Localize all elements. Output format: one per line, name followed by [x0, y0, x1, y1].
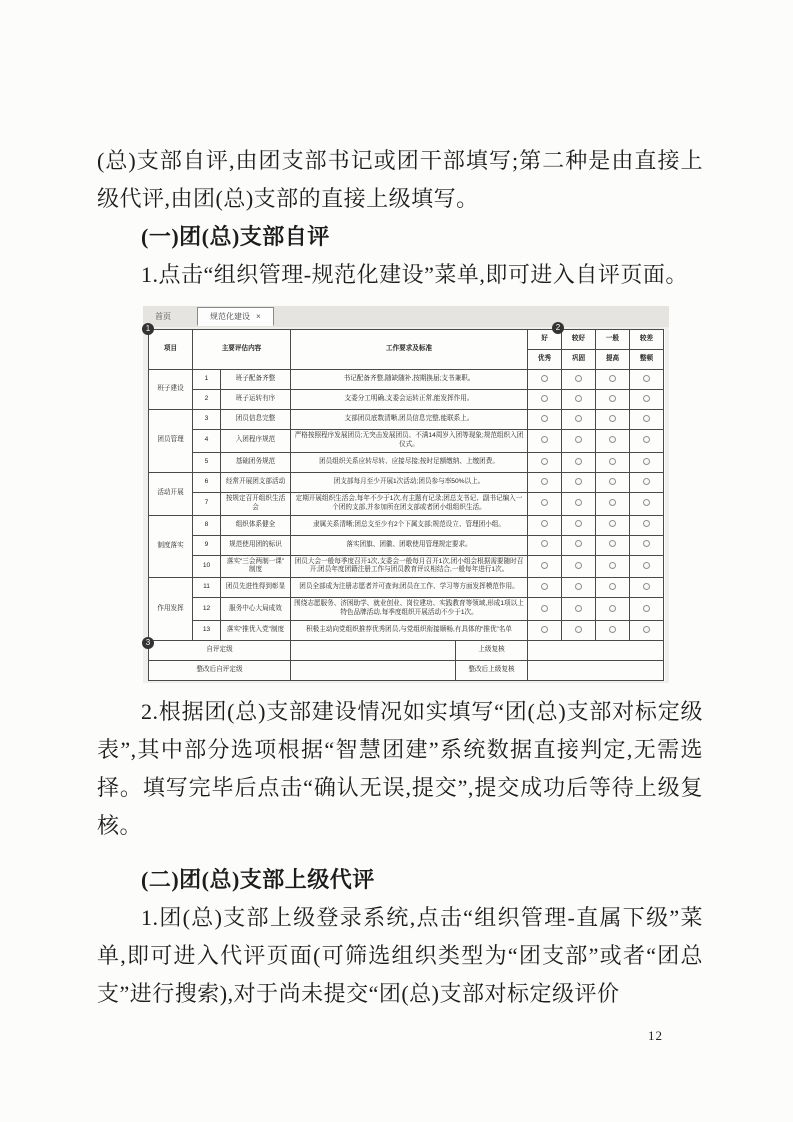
table-row [149, 472, 664, 492]
table-row [149, 621, 664, 641]
radio-icon [541, 583, 548, 590]
radio-icon [541, 395, 548, 402]
category-cell: 团员管理 [149, 410, 193, 473]
radio-icon [643, 562, 650, 569]
radio-icon [575, 562, 582, 569]
radio-icon [575, 605, 582, 612]
radio-icon [541, 626, 548, 633]
row-standard: 定期开展组织生活会,每年不少于1次,有主题有记录;团总支书记、副书记编入一个团的支部,并参加所在团支部或者团小组组织生活。 [291, 492, 528, 515]
footer-row-self [149, 641, 664, 661]
radio-icon [575, 626, 582, 633]
radio-icon [541, 458, 548, 465]
radio-icon [575, 583, 582, 590]
footer-row-rectified [149, 661, 664, 681]
row-item: 组织体系健全 [221, 515, 291, 535]
radio-icon [575, 499, 582, 506]
radio-icon [609, 520, 616, 527]
row-no: 4 [193, 430, 221, 453]
row-standard: 隶属关系清晰;团总支至少有2个下属支部;规范设立、管理团小组。 [291, 515, 528, 535]
radio-icon [609, 478, 616, 485]
col-content: 主要评估内容 [193, 330, 291, 370]
row-standard: 积极主动向党组织推荐优秀团员,与党组织衔接顺畅,有具体的“推优”名单 [291, 621, 528, 641]
radio-icon [541, 540, 548, 547]
table-row [149, 598, 664, 621]
rectified-self-rating-label: 整改后自评定级 [149, 661, 291, 681]
radio-icon [609, 395, 616, 402]
col-grade-average: 一般 [596, 330, 630, 350]
row-standard: 团员大会一般每季度召开1次,支委会一般每月召开1次,团小组会根据需要随时召开;团员年度团籍注册工作与团员教育评议相结合,一般每年进行1次。 [291, 555, 528, 578]
table-row [149, 410, 664, 430]
col-action-rectify: 整顿 [630, 350, 664, 370]
row-item: 经常开展团支部活动 [221, 472, 291, 492]
screenshot-tabbar [143, 306, 669, 327]
radio-icon [575, 540, 582, 547]
rectified-superior-review-value [528, 661, 664, 681]
col-action-improve: 提高 [596, 350, 630, 370]
radio-icon [541, 499, 548, 506]
step2-paragraph: 2.根据团(总)支部建设情况如实填写“团(总)支部对标定级表”,其中部分选项根据“智慧团建”系统数据直接判定,无需选择。填写完毕后点击“确认无误,提交”,提交成功后等待上级复核。 [97, 699, 703, 839]
row-item: 团员先进性得到彰显 [221, 578, 291, 598]
tab-standardization-label: 规范化建设 [210, 312, 250, 321]
category-cell: 活动开展 [149, 472, 193, 515]
text-column [97, 142, 703, 1013]
rectified-self-rating-value [291, 661, 456, 681]
radio-icon [643, 478, 650, 485]
row-item: 规范使用团的标识 [221, 535, 291, 555]
radio-icon [643, 458, 650, 465]
section-heading-1: (一)团(总)支部自评 [141, 224, 330, 249]
table-row [149, 390, 664, 410]
row-standard: 团支部每月至少开展1次活动;团员参与率50%以上。 [291, 472, 528, 492]
category-cell: 制度落实 [149, 515, 193, 578]
radio-icon [643, 540, 650, 547]
table-row [149, 555, 664, 578]
col-action-consolidate: 巩固 [562, 350, 596, 370]
row-no: 3 [193, 410, 221, 430]
row-item: 按规定召开组织生活会 [221, 492, 291, 515]
row-no: 11 [193, 578, 221, 598]
row-no: 1 [193, 370, 221, 390]
col-grade-fair: 较好 [562, 330, 596, 350]
radio-icon [643, 520, 650, 527]
row-standard: 团员全部成为注册志愿者并可查询;团员在工作、学习等方面发挥模范作用。 [291, 578, 528, 598]
row-item: 入团程序规范 [221, 430, 291, 453]
radio-icon [609, 605, 616, 612]
col-grade-poor: 较差 [630, 330, 664, 350]
table-row [149, 452, 664, 472]
row-standard: 支部团员底数清晰,团员信息完整,能联系上。 [291, 410, 528, 430]
row-standard: 团员组织关系应转尽转、应接尽接;按时足额缴纳、上缴团费。 [291, 452, 528, 472]
row-standard: 落实团旗、团徽、团歌使用管理规定要求。 [291, 535, 528, 555]
row-standard: 支委分工明确,支委会运转正常,能发挥作用。 [291, 390, 528, 410]
col-project: 项目 [149, 330, 193, 370]
radio-icon [575, 478, 582, 485]
table-row [149, 430, 664, 453]
step3-paragraph: 1.团(总)支部上级登录系统,点击“组织管理-直属下级”菜单,即可进入代评页面(可筛选组织类型为“团支部”或者“团总支”进行搜索),对于尚未提交“团(总)支部对标定级评价 [97, 905, 703, 1007]
row-no: 5 [193, 452, 221, 472]
row-item: 班子配备齐整 [221, 370, 291, 390]
radio-icon [609, 562, 616, 569]
table-header-row-1 [149, 330, 664, 350]
embedded-screenshot [143, 306, 669, 683]
row-item: 班子运转有序 [221, 390, 291, 410]
row-no: 12 [193, 598, 221, 621]
rating-table-wrap [145, 323, 665, 681]
radio-icon [643, 626, 650, 633]
row-standard: 严格按照程序发展团员;无突击发展团员、不满14周岁入团等现象;规范组织入团仪式。 [291, 430, 528, 453]
row-item: 团员信息完整 [221, 410, 291, 430]
radio-icon [643, 583, 650, 590]
table-row [149, 535, 664, 555]
radio-icon [609, 415, 616, 422]
radio-icon [643, 499, 650, 506]
radio-icon [643, 605, 650, 612]
radio-icon [643, 415, 650, 422]
row-no: 8 [193, 515, 221, 535]
rectified-superior-review-label: 整改后上级复核 [456, 661, 528, 681]
rating-table [148, 329, 664, 681]
callout-badge-2: 2 [552, 322, 564, 334]
table-row [149, 492, 664, 515]
radio-icon [643, 375, 650, 382]
tab-standardization [197, 307, 274, 326]
radio-icon [575, 458, 582, 465]
radio-icon [541, 436, 548, 443]
col-action-excellent: 优秀 [528, 350, 562, 370]
radio-icon [541, 478, 548, 485]
category-cell: 班子建设 [149, 370, 193, 410]
row-item: 基础团务规范 [221, 452, 291, 472]
table-row [149, 515, 664, 535]
self-rating-value [291, 641, 456, 661]
category-cell: 作用发挥 [149, 578, 193, 641]
radio-icon [575, 520, 582, 527]
close-icon: × [256, 311, 261, 321]
radio-icon [541, 415, 548, 422]
radio-icon [575, 375, 582, 382]
table-row [149, 578, 664, 598]
row-no: 10 [193, 555, 221, 578]
callout-badge-1: 1 [142, 323, 154, 335]
radio-icon [575, 395, 582, 402]
radio-icon [609, 626, 616, 633]
row-item: 落实“三会两制一课”制度 [221, 555, 291, 578]
radio-icon [575, 415, 582, 422]
row-no: 13 [193, 621, 221, 641]
intro-paragraph: (总)支部自评,由团支部书记或团干部填写;第二种是由直接上级代评,由团(总)支部的直接上级填写。 [97, 148, 703, 211]
radio-icon [541, 520, 548, 527]
callout-badge-3: 3 [142, 637, 154, 649]
row-standard: 书记配备齐整,随缺随补,按期换届;支书兼职。 [291, 370, 528, 390]
radio-icon [541, 605, 548, 612]
radio-icon [609, 583, 616, 590]
tab-home: 首页 [155, 312, 171, 321]
superior-review-label: 上级复核 [456, 641, 528, 661]
row-item: 落实“推优入党”制度 [221, 621, 291, 641]
col-grade-good: 好 [528, 330, 562, 350]
row-no: 2 [193, 390, 221, 410]
row-item: 服务中心大局成效 [221, 598, 291, 621]
radio-icon [575, 436, 582, 443]
row-standard: 围绕志愿服务、济困助学、就业创业、岗位建功、实践教育等领域,形成1项以上特色品牌活动,每季度组织开展活动不少于1次。 [291, 598, 528, 621]
step1-paragraph: 1.点击“组织管理-规范化建设”菜单,即可进入自评页面。 [141, 262, 688, 287]
row-no: 6 [193, 472, 221, 492]
radio-icon [643, 436, 650, 443]
row-no: 9 [193, 535, 221, 555]
radio-icon [609, 499, 616, 506]
radio-icon [609, 375, 616, 382]
radio-icon [541, 562, 548, 569]
col-standard: 工作要求及标准 [291, 330, 528, 370]
radio-icon [541, 375, 548, 382]
radio-icon [609, 540, 616, 547]
radio-icon [609, 436, 616, 443]
section-heading-2: (二)团(总)支部上级代评 [141, 867, 375, 893]
self-rating-label: 自评定级 [149, 641, 291, 661]
row-no: 7 [193, 492, 221, 515]
radio-icon [609, 458, 616, 465]
table-row [149, 370, 664, 390]
page-number: 12 [648, 1028, 663, 1043]
radio-icon [643, 395, 650, 402]
superior-review-value [528, 641, 664, 661]
